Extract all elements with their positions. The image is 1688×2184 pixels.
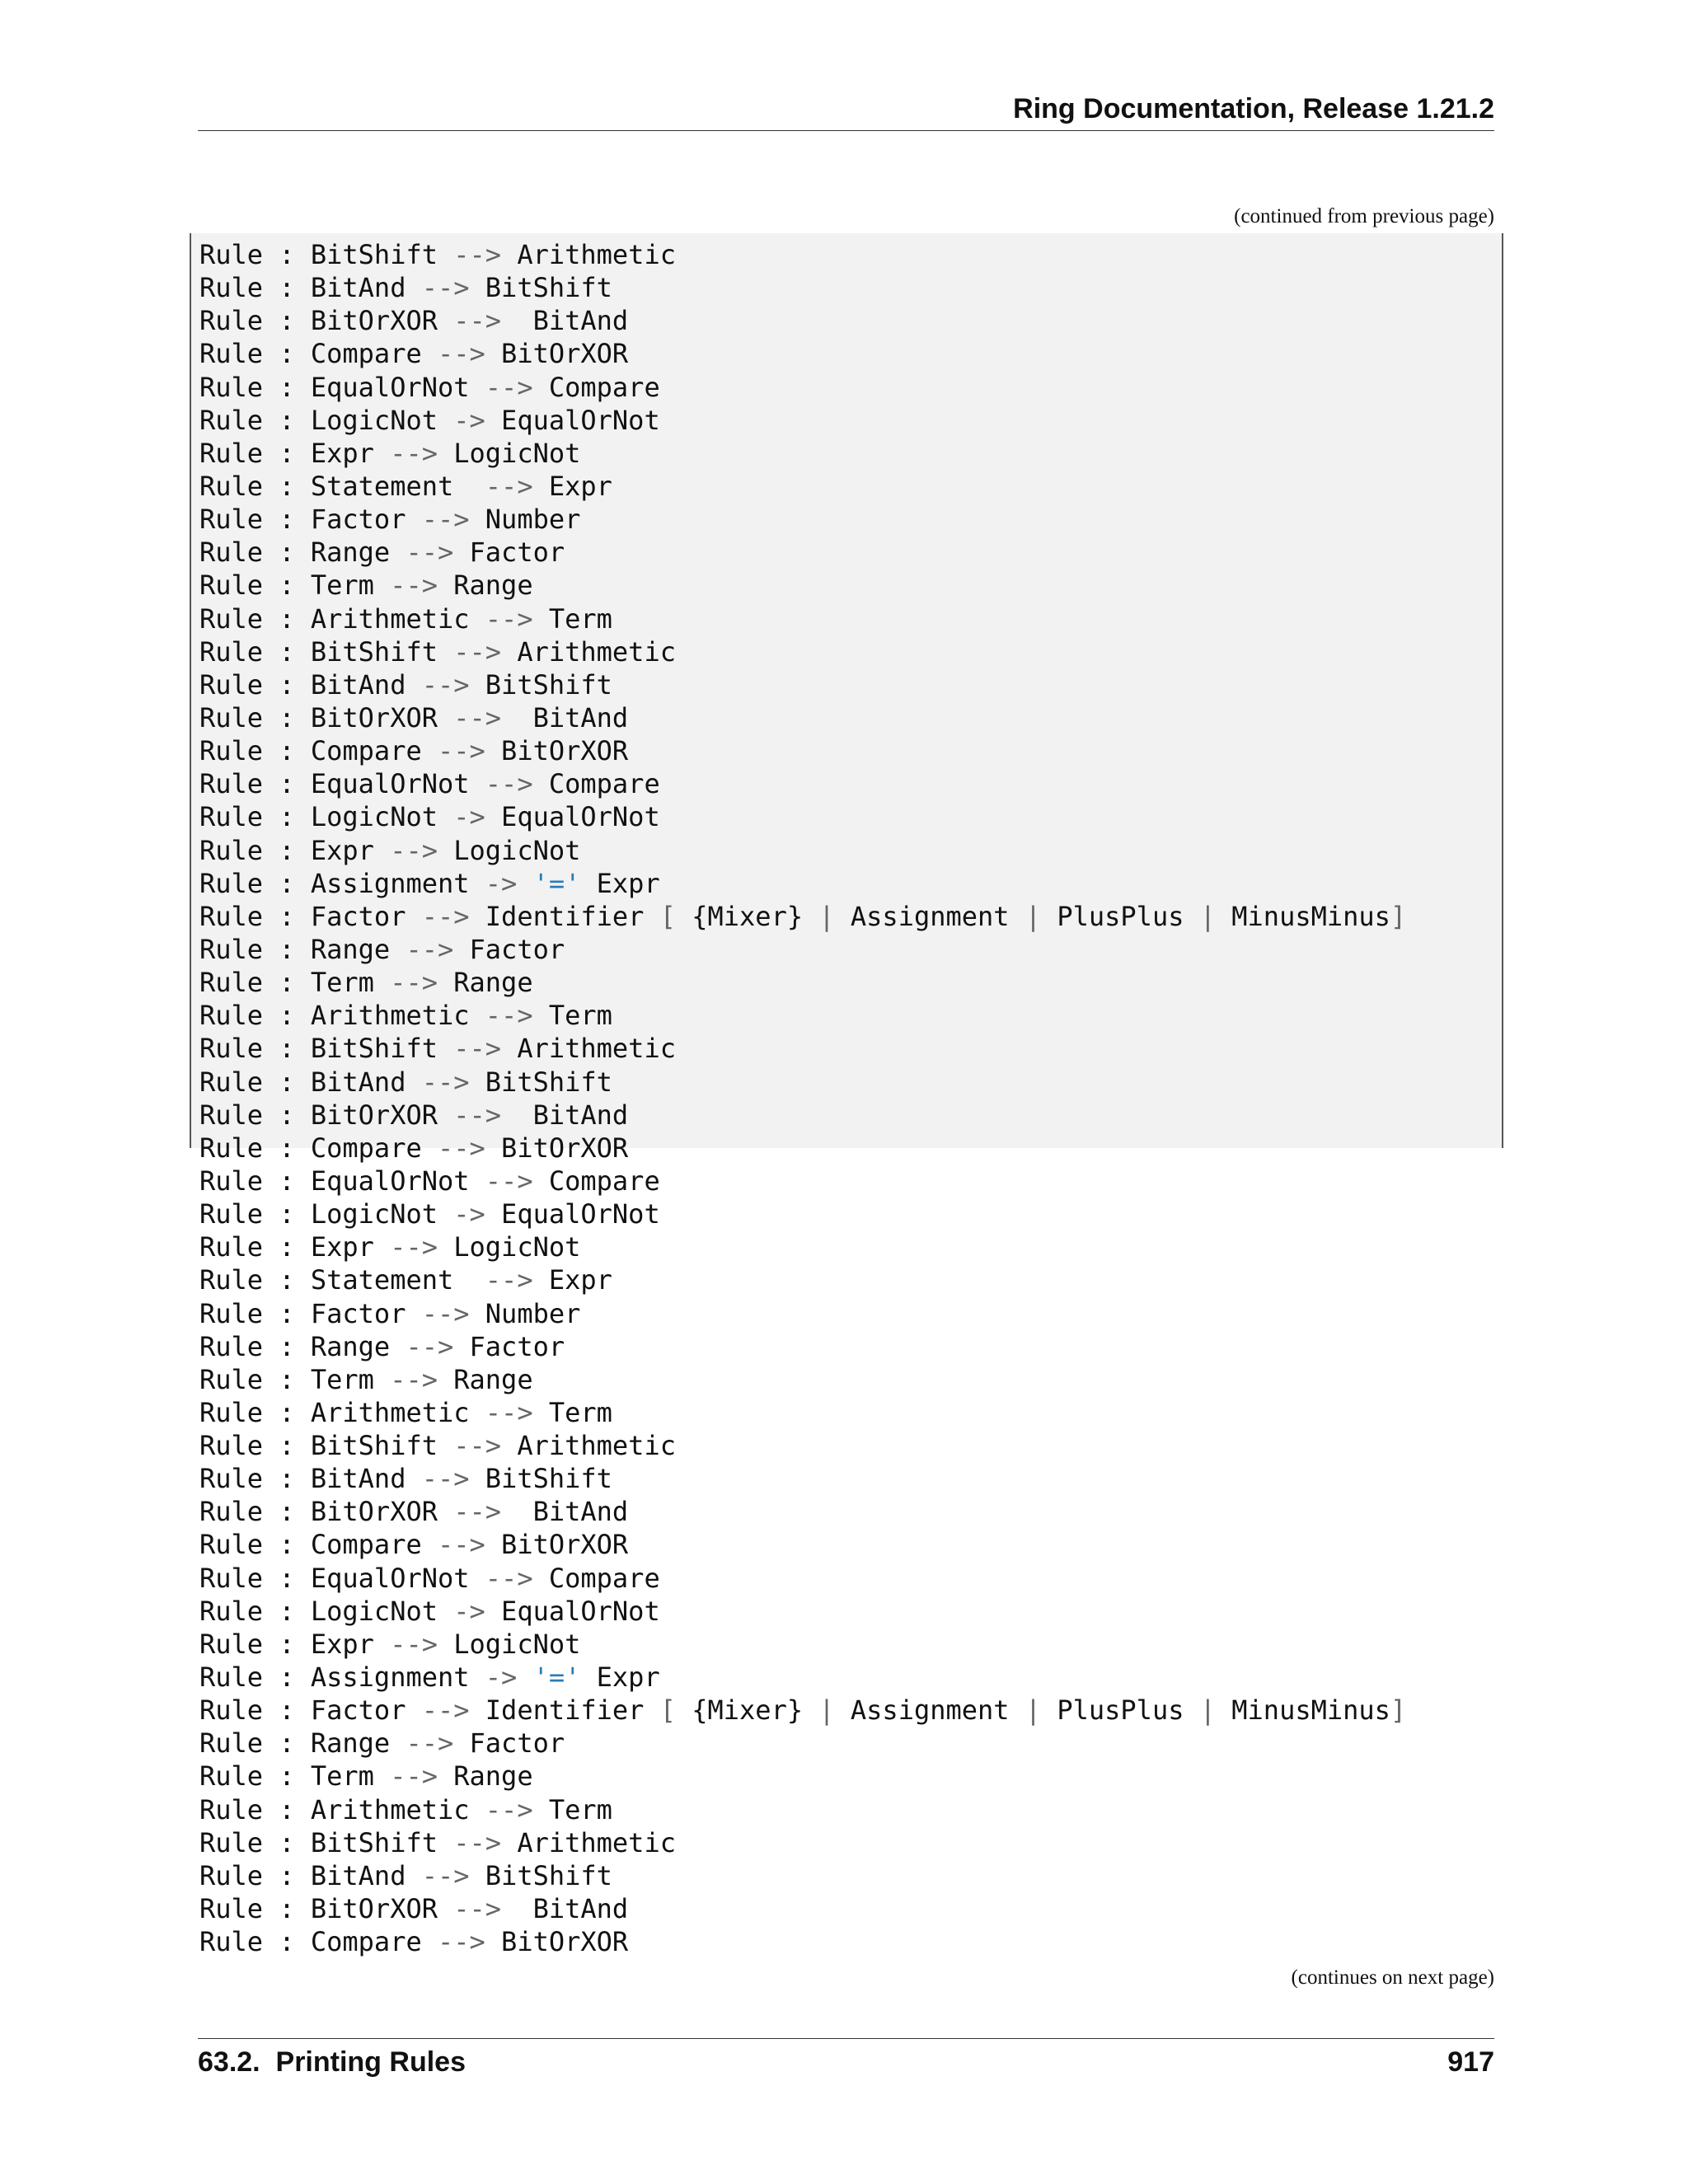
code-line: Rule : Compare --> BitOrXOR: [199, 735, 629, 767]
code-line: Rule : EqualOrNot --> Compare: [199, 1562, 660, 1594]
code-line: Rule : Expr --> LogicNot: [199, 834, 581, 866]
code-line: Rule : EqualOrNot --> Compare: [199, 1165, 660, 1197]
code-line: Rule : Expr --> LogicNot: [199, 1231, 581, 1263]
code-line: Rule : BitAnd --> BitShift: [199, 1859, 612, 1891]
continues-on-note: (continues on next page): [1291, 1966, 1494, 1989]
code-line: Rule : Factor --> Number: [199, 1297, 581, 1329]
code-line: Rule : Factor --> Identifier [ {Mixer} | Assignment | PlusPlus | MinusMinus]: [199, 1694, 1407, 1727]
continued-from-note: (continued from previous page): [1234, 205, 1494, 227]
code-line: Rule : Expr --> LogicNot: [199, 437, 581, 469]
code-line: Rule : Statement --> Expr: [199, 470, 612, 502]
code-line: Rule : BitOrXOR --> BitAnd: [199, 1099, 629, 1131]
code-line: Rule : LogicNot -> EqualOrNot: [199, 404, 660, 436]
code-line: Rule : EqualOrNot --> Compare: [199, 768, 660, 800]
code-line: Rule : Range --> Factor: [199, 537, 565, 569]
code-line: Rule : BitShift --> Arithmetic: [199, 1826, 676, 1858]
code-line: Rule : Arithmetic --> Term: [199, 1793, 612, 1825]
code-line: Rule : Term --> Range: [199, 569, 533, 602]
code-line: Rule : LogicNot -> EqualOrNot: [199, 1198, 660, 1230]
code-line: Rule : Assignment -> '=' Expr: [199, 1661, 660, 1694]
code-line: Rule : BitOrXOR --> BitAnd: [199, 305, 629, 337]
code-line: Rule : Range --> Factor: [199, 1330, 565, 1362]
code-line: Rule : Compare --> BitOrXOR: [199, 1926, 629, 1958]
page-header-title: Ring Documentation, Release 1.21.2: [1013, 93, 1494, 124]
code-line: Rule : BitShift --> Arithmetic: [199, 1430, 676, 1462]
code-line: Rule : BitOrXOR --> BitAnd: [199, 701, 629, 733]
code-line: Rule : Arithmetic --> Term: [199, 1396, 612, 1428]
footer-divider: [198, 2038, 1494, 2039]
code-line: Rule : BitShift --> Arithmetic: [199, 635, 676, 668]
footer-section-title: 63.2. Printing Rules: [198, 2046, 466, 2078]
code-line: Rule : BitAnd --> BitShift: [199, 668, 612, 701]
code-line: Rule : BitOrXOR --> BitAnd: [199, 1893, 629, 1925]
code-line: Rule : Arithmetic --> Term: [199, 602, 612, 635]
code-listing: [199, 238, 1406, 1958]
code-block[interactable]: [190, 233, 1503, 1958]
code-line: Rule : Term --> Range: [199, 967, 533, 999]
code-line: Rule : Assignment -> '=' Expr: [199, 867, 660, 899]
code-line: Rule : Factor --> Identifier [ {Mixer} | Assignment | PlusPlus | MinusMinus]: [199, 900, 1407, 932]
code-line: Rule : LogicNot -> EqualOrNot: [199, 801, 660, 833]
code-line: Rule : BitShift --> Arithmetic: [199, 1033, 676, 1065]
code-line: Rule : BitShift --> Arithmetic: [199, 239, 676, 270]
header-divider: [198, 130, 1494, 131]
code-line: Rule : EqualOrNot --> Compare: [199, 371, 660, 403]
code-line: Rule : Compare --> BitOrXOR: [199, 338, 629, 370]
code-line: Rule : BitAnd --> BitShift: [199, 272, 612, 304]
code-line: Rule : Term --> Range: [199, 1760, 533, 1793]
code-line: Rule : LogicNot -> EqualOrNot: [199, 1595, 660, 1627]
code-line: Rule : Compare --> BitOrXOR: [199, 1529, 629, 1561]
code-line: Rule : BitOrXOR --> BitAnd: [199, 1496, 629, 1528]
code-line: Rule : Range --> Factor: [199, 933, 565, 965]
code-line: Rule : BitAnd --> BitShift: [199, 1066, 612, 1098]
code-line: Rule : Factor --> Number: [199, 504, 581, 536]
code-line: Rule : Range --> Factor: [199, 1727, 565, 1760]
code-line: Rule : Term --> Range: [199, 1363, 533, 1395]
code-line: Rule : Expr --> LogicNot: [199, 1628, 581, 1660]
footer-page-number: 917: [1447, 2046, 1494, 2078]
code-line: Rule : Statement --> Expr: [199, 1264, 612, 1296]
code-line: Rule : Arithmetic --> Term: [199, 1000, 612, 1032]
code-line: Rule : Compare --> BitOrXOR: [199, 1132, 629, 1164]
code-line: Rule : BitAnd --> BitShift: [199, 1463, 612, 1495]
